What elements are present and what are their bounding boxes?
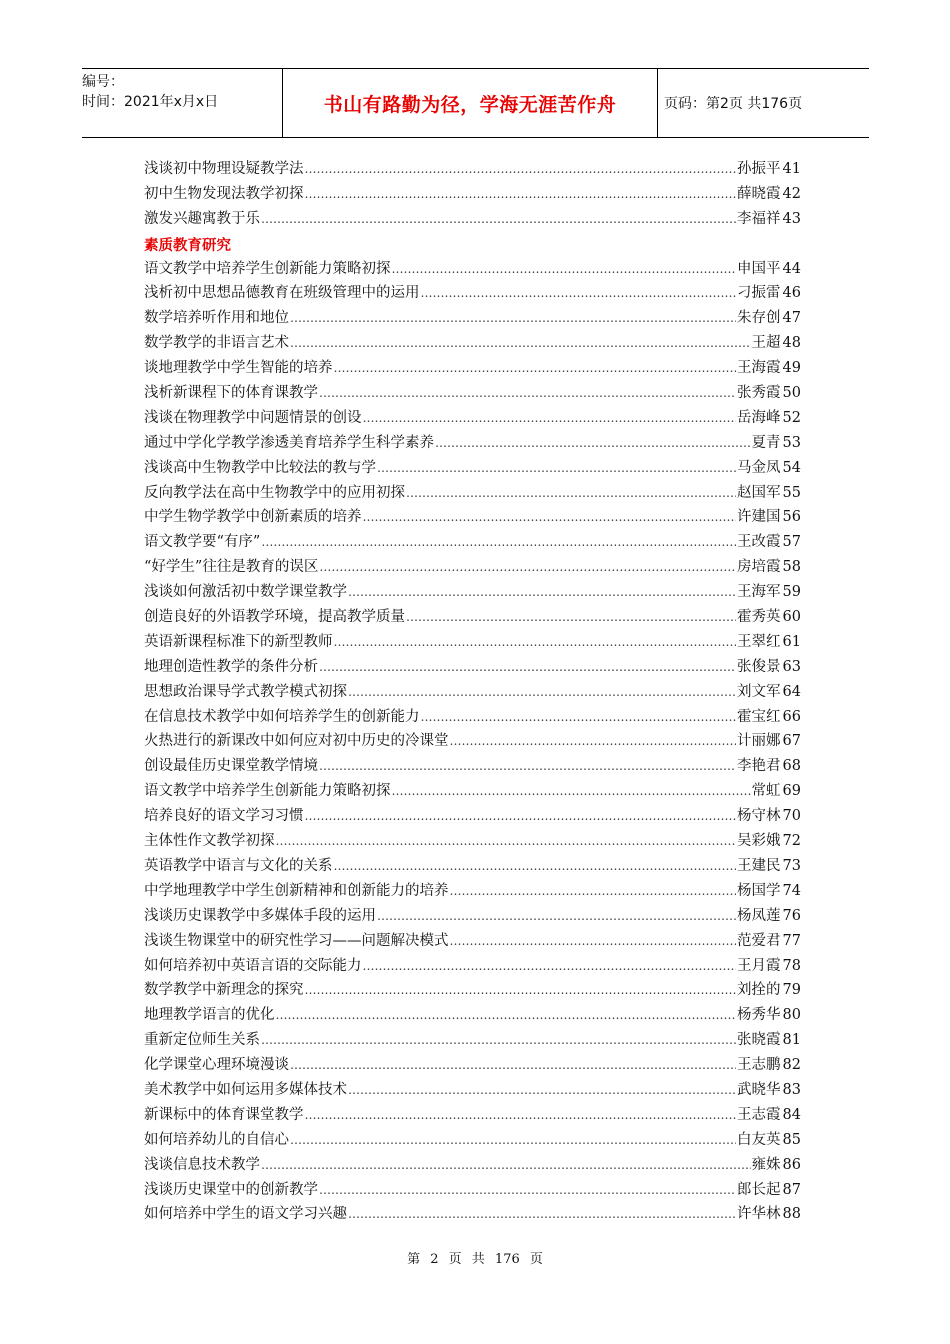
toc-entry-author: 刁振雷 [737,285,781,302]
toc-entry-author: 房培霞 [737,559,781,576]
toc-leader-dots [319,759,736,773]
toc-entry-author: 雍姝 [751,1156,781,1173]
toc-entry [144,356,801,381]
toc-entry-page: 56 [782,509,801,526]
toc-section-list [144,257,801,1228]
toc-entry-page: 78 [782,957,801,974]
toc-leader-dots [305,187,737,201]
toc-entry-page: 48 [782,335,801,352]
toc-entry-page: 88 [782,1206,801,1223]
toc-entry-title: 浅谈历史课教学中多媒体手段的运用 [144,907,376,924]
toc-leader-dots [319,386,736,400]
toc-entry-author: 刘拴的 [737,982,781,999]
toc-entry [144,1028,801,1053]
toc-entry-author: 孙振平 [737,161,781,177]
number-label: 编号： [82,74,124,90]
toc-entry-title: 初中生物发现法教学初探 [144,185,304,202]
toc-entry [144,331,801,356]
toc-entry-page: 82 [782,1057,801,1074]
toc-entry-author: 郎长起 [737,1181,781,1198]
toc-entry-page: 66 [782,708,801,725]
toc-leader-dots [261,1033,736,1047]
toc-entry [144,779,801,804]
toc-entry-title: 英语新课程标准下的新型教师 [144,633,333,650]
toc-entry-page: 87 [782,1181,801,1198]
toc-entry-title: 地理教学语言的优化 [144,1007,275,1024]
toc-leader-dots [421,710,737,724]
toc-leader-dots [392,262,737,276]
toc-entry-author: 许华林 [737,1206,781,1223]
time-label: 时间：2021年x月x日 [82,94,219,110]
toc-leader-dots [305,1108,737,1122]
toc-entry-page: 46 [782,285,801,302]
toc-entry-author: 王翠红 [737,633,781,650]
toc-entry-page: 57 [782,534,801,551]
toc-leader-dots [334,361,737,375]
toc-entry-page: 58 [782,559,801,576]
toc-leader-dots [276,834,737,848]
table-of-contents [144,157,801,1227]
toc-leader-dots [305,809,737,823]
toc-entry-author: 常虹 [751,783,781,800]
toc-entry [144,1202,801,1227]
toc-entry [144,879,801,904]
toc-entry [144,954,801,979]
toc-entry-page: 74 [782,882,801,899]
page-info: 页码：第2页 共176页 [664,96,803,112]
toc-entry-title: 语文教学中培养学生创新能力策略初探 [144,260,391,277]
toc-entry-title: 通过中学化学教学渗透美育培养学生科学素养 [144,434,434,451]
toc-entry-page: 72 [782,833,801,850]
toc-entry-page: 67 [782,733,801,750]
toc-entry-page: 55 [782,484,801,501]
toc-leader-dots [334,859,737,873]
toc-entry-page: 84 [782,1106,801,1123]
toc-entry [144,207,801,232]
toc-entry-page: 41 [782,161,801,177]
toc-leader-dots [290,1058,736,1072]
toc-entry-author: 霍宝红 [737,708,781,725]
toc-entry [144,978,801,1003]
toc-entry-title: 中学地理教学中学生创新精神和创新能力的培养 [144,882,449,899]
toc-entry-title: 浅谈生物课堂中的研究性学习——问题解决模式 [144,932,449,949]
toc-entry-title: 思想政治课导学式教学模式初探 [144,683,347,700]
toc-entry [144,257,801,282]
toc-entry [144,580,801,605]
toc-entry-author: 夏青 [751,434,781,451]
toc-entry-page: 83 [782,1081,801,1098]
toc-entry-title: 浅析新课程下的体育课教学 [144,385,318,402]
toc-entry-title: 浅谈初中物理设疑教学法 [144,161,304,177]
toc-entry-author: 范爱君 [737,932,781,949]
toc-leader-dots [319,660,736,674]
toc-leader-dots [348,1083,736,1097]
toc-entry-page: 73 [782,857,801,874]
motto: 书山有路勤为径，学海无涯苦作舟 [282,69,658,137]
toc-leader-dots [363,411,737,425]
toc-leader-dots [421,286,737,300]
toc-entry-author: 杨秀华 [737,1007,781,1024]
toc-leader-dots [363,959,737,973]
toc-entry [144,406,801,431]
toc-entry-page: 42 [782,185,801,202]
toc-entry-title: 创造良好的外语教学环境，提高教学质量 [144,609,405,626]
section-title: 素质教育研究 [144,237,231,254]
toc-entry-title: 培养良好的语文学习习惯 [144,808,304,825]
toc-entry-author: 薛晓霞 [737,185,781,202]
toc-entry-page: 69 [782,783,801,800]
toc-leader-dots [290,1133,736,1147]
toc-entry [144,530,801,555]
toc-entry-title: 中学生物学教学中创新素质的培养 [144,509,362,526]
toc-leader-dots [348,685,736,699]
toc-top-list [144,157,801,232]
toc-entry-title: 浅析初中思想品德教育在班级管理中的运用 [144,285,420,302]
toc-entry-title: 美术教学中如何运用多媒体技术 [144,1081,347,1098]
toc-leader-dots [450,934,737,948]
toc-entry [144,281,801,306]
header-meta [82,69,282,137]
toc-leader-dots [319,560,736,574]
toc-entry-title: 语文教学中培养学生创新能力策略初探 [144,783,391,800]
toc-entry-author: 霍秀英 [737,609,781,626]
toc-entry-page: 47 [782,310,801,327]
toc-entry [144,1078,801,1103]
toc-entry-page: 43 [782,210,801,227]
toc-entry-author: 王海霞 [737,360,781,377]
toc-entry-title: 新课标中的体育课堂教学 [144,1106,304,1123]
toc-entry [144,1128,801,1153]
toc-entry-author: 王海军 [737,584,781,601]
toc-leader-dots [261,1158,751,1172]
toc-entry-page: 54 [782,459,801,476]
toc-entry-page: 86 [782,1156,801,1173]
toc-entry [144,306,801,331]
toc-leader-dots [276,1008,737,1022]
toc-entry-title: 在信息技术教学中如何培养学生的创新能力 [144,708,420,725]
toc-entry-title: 火热进行的新课改中如何应对初中历史的冷课堂 [144,733,449,750]
toc-entry-author: 杨守林 [737,808,781,825]
toc-entry-author: 王月霞 [737,957,781,974]
toc-entry [144,1153,801,1178]
toc-entry-page: 49 [782,360,801,377]
toc-leader-dots [377,909,736,923]
toc-entry-title: 如何培养幼儿的自信心 [144,1131,289,1148]
toc-entry [144,904,801,929]
toc-entry-author: 王超 [751,335,781,352]
toc-entry-author: 许建国 [737,509,781,526]
toc-entry-author: 王志鹏 [737,1057,781,1074]
toc-entry [144,456,801,481]
toc-entry-title: 重新定位师生关系 [144,1032,260,1049]
toc-leader-dots [392,784,751,798]
toc-leader-dots [305,162,737,176]
toc-entry-title: 数学教学中新理念的探究 [144,982,304,999]
toc-leader-dots [261,535,736,549]
toc-leader-dots [363,510,737,524]
toc-entry [144,505,801,530]
toc-entry [144,1053,801,1078]
toc-entry-title: 浅谈信息技术教学 [144,1156,260,1173]
toc-entry-title: 如何培养中学生的语文学习兴趣 [144,1206,347,1223]
toc-entry-title: 地理创造性教学的条件分析 [144,658,318,675]
toc-entry-title: 浅谈高中生物教学中比较法的教与学 [144,459,376,476]
toc-entry-title: “好学生”往往是教育的误区 [144,559,319,576]
toc-entry-title: 浅谈如何激活初中数学课堂教学 [144,584,347,601]
toc-entry-page: 77 [782,932,801,949]
toc-entry-page: 76 [782,907,801,924]
toc-entry-title: 数学教学的非语言艺术 [144,335,289,352]
toc-entry [144,754,801,779]
toc-entry-author: 王改霞 [737,534,781,551]
page-footer: 第 2 页 共 176 页 [407,1252,543,1267]
toc-entry-title: 激发兴趣寓教于乐 [144,210,260,227]
toc-entry-author: 岳海峰 [737,409,781,426]
toc-entry-author: 王志霞 [737,1106,781,1123]
toc-entry-page: 68 [782,758,801,775]
toc-entry-page: 61 [782,633,801,650]
toc-entry [144,630,801,655]
toc-entry [144,705,801,730]
toc-entry-title: 浅谈历史课堂中的创新教学 [144,1181,318,1198]
toc-entry-title: 化学课堂心理环境漫谈 [144,1057,289,1074]
toc-entry-page: 63 [782,658,801,675]
toc-entry-author: 杨凤莲 [737,907,781,924]
toc-entry-title: 语文教学要“有序” [144,534,261,551]
toc-entry-page: 50 [782,385,801,402]
toc-entry [144,729,801,754]
toc-entry-title: 创设最佳历史课堂教学情境 [144,758,318,775]
toc-leader-dots [435,436,751,450]
toc-entry-author: 计丽娜 [737,733,781,750]
toc-entry-title: 浅谈在物理教学中问题情景的创设 [144,409,362,426]
toc-entry [144,381,801,406]
toc-leader-dots [290,311,736,325]
toc-entry-title: 谈地理教学中学生智能的培养 [144,360,333,377]
toc-entry-author: 杨国学 [737,882,781,899]
toc-leader-dots [406,610,736,624]
toc-entry-title: 主体性作文教学初探 [144,833,275,850]
toc-entry [144,829,801,854]
toc-entry-author: 赵国军 [737,484,781,501]
toc-entry-page: 85 [782,1131,801,1148]
toc-entry [144,431,801,456]
toc-entry-page: 81 [782,1032,801,1049]
toc-leader-dots [450,734,737,748]
toc-entry-author: 李艳君 [737,758,781,775]
toc-leader-dots [261,212,736,226]
toc-leader-dots [334,635,737,649]
page-header [82,68,869,138]
toc-entry [144,929,801,954]
toc-leader-dots [377,461,736,475]
toc-entry [144,1178,801,1203]
toc-entry [144,1003,801,1028]
toc-entry [144,481,801,506]
toc-leader-dots [290,336,751,350]
toc-entry-author: 武晓华 [737,1081,781,1098]
toc-leader-dots [348,585,736,599]
toc-entry-page: 70 [782,808,801,825]
toc-entry-page: 80 [782,1007,801,1024]
toc-leader-dots [348,1207,736,1221]
toc-leader-dots [319,1183,736,1197]
toc-entry [144,605,801,630]
toc-entry-author: 王建民 [737,857,781,874]
toc-entry-author: 白友英 [737,1131,781,1148]
toc-entry-page: 79 [782,982,801,999]
toc-entry-author: 申国平 [737,260,781,277]
toc-leader-dots [406,486,736,500]
toc-entry-author: 张晓霞 [737,1032,781,1049]
toc-entry-page: 52 [782,409,801,426]
toc-entry [144,854,801,879]
toc-entry [144,655,801,680]
toc-entry-title: 英语教学中语言与文化的关系 [144,857,333,874]
toc-entry-page: 59 [782,584,801,601]
toc-leader-dots [305,983,737,997]
toc-entry-author: 张俊景 [737,658,781,675]
toc-entry-page: 44 [782,260,801,277]
toc-entry-author: 吴彩娥 [737,833,781,850]
toc-entry [144,680,801,705]
toc-entry-author: 张秀霞 [737,385,781,402]
toc-entry-title: 反向教学法在高中生物教学中的应用初探 [144,484,405,501]
toc-entry-author: 刘文军 [737,683,781,700]
toc-entry-title: 如何培养初中英语言语的交际能力 [144,957,362,974]
toc-entry [144,182,801,207]
toc-entry [144,157,801,182]
toc-entry [144,804,801,829]
toc-entry-author: 马金凤 [737,459,781,476]
toc-entry-author: 李福祥 [737,210,781,227]
toc-entry-page: 53 [782,434,801,451]
toc-leader-dots [450,884,737,898]
toc-entry-title: 数学培养听作用和地位 [144,310,289,327]
toc-entry-page: 60 [782,609,801,626]
toc-entry [144,555,801,580]
toc-entry-page: 64 [782,683,801,700]
toc-entry [144,1103,801,1128]
toc-entry-author: 朱存创 [737,310,781,327]
